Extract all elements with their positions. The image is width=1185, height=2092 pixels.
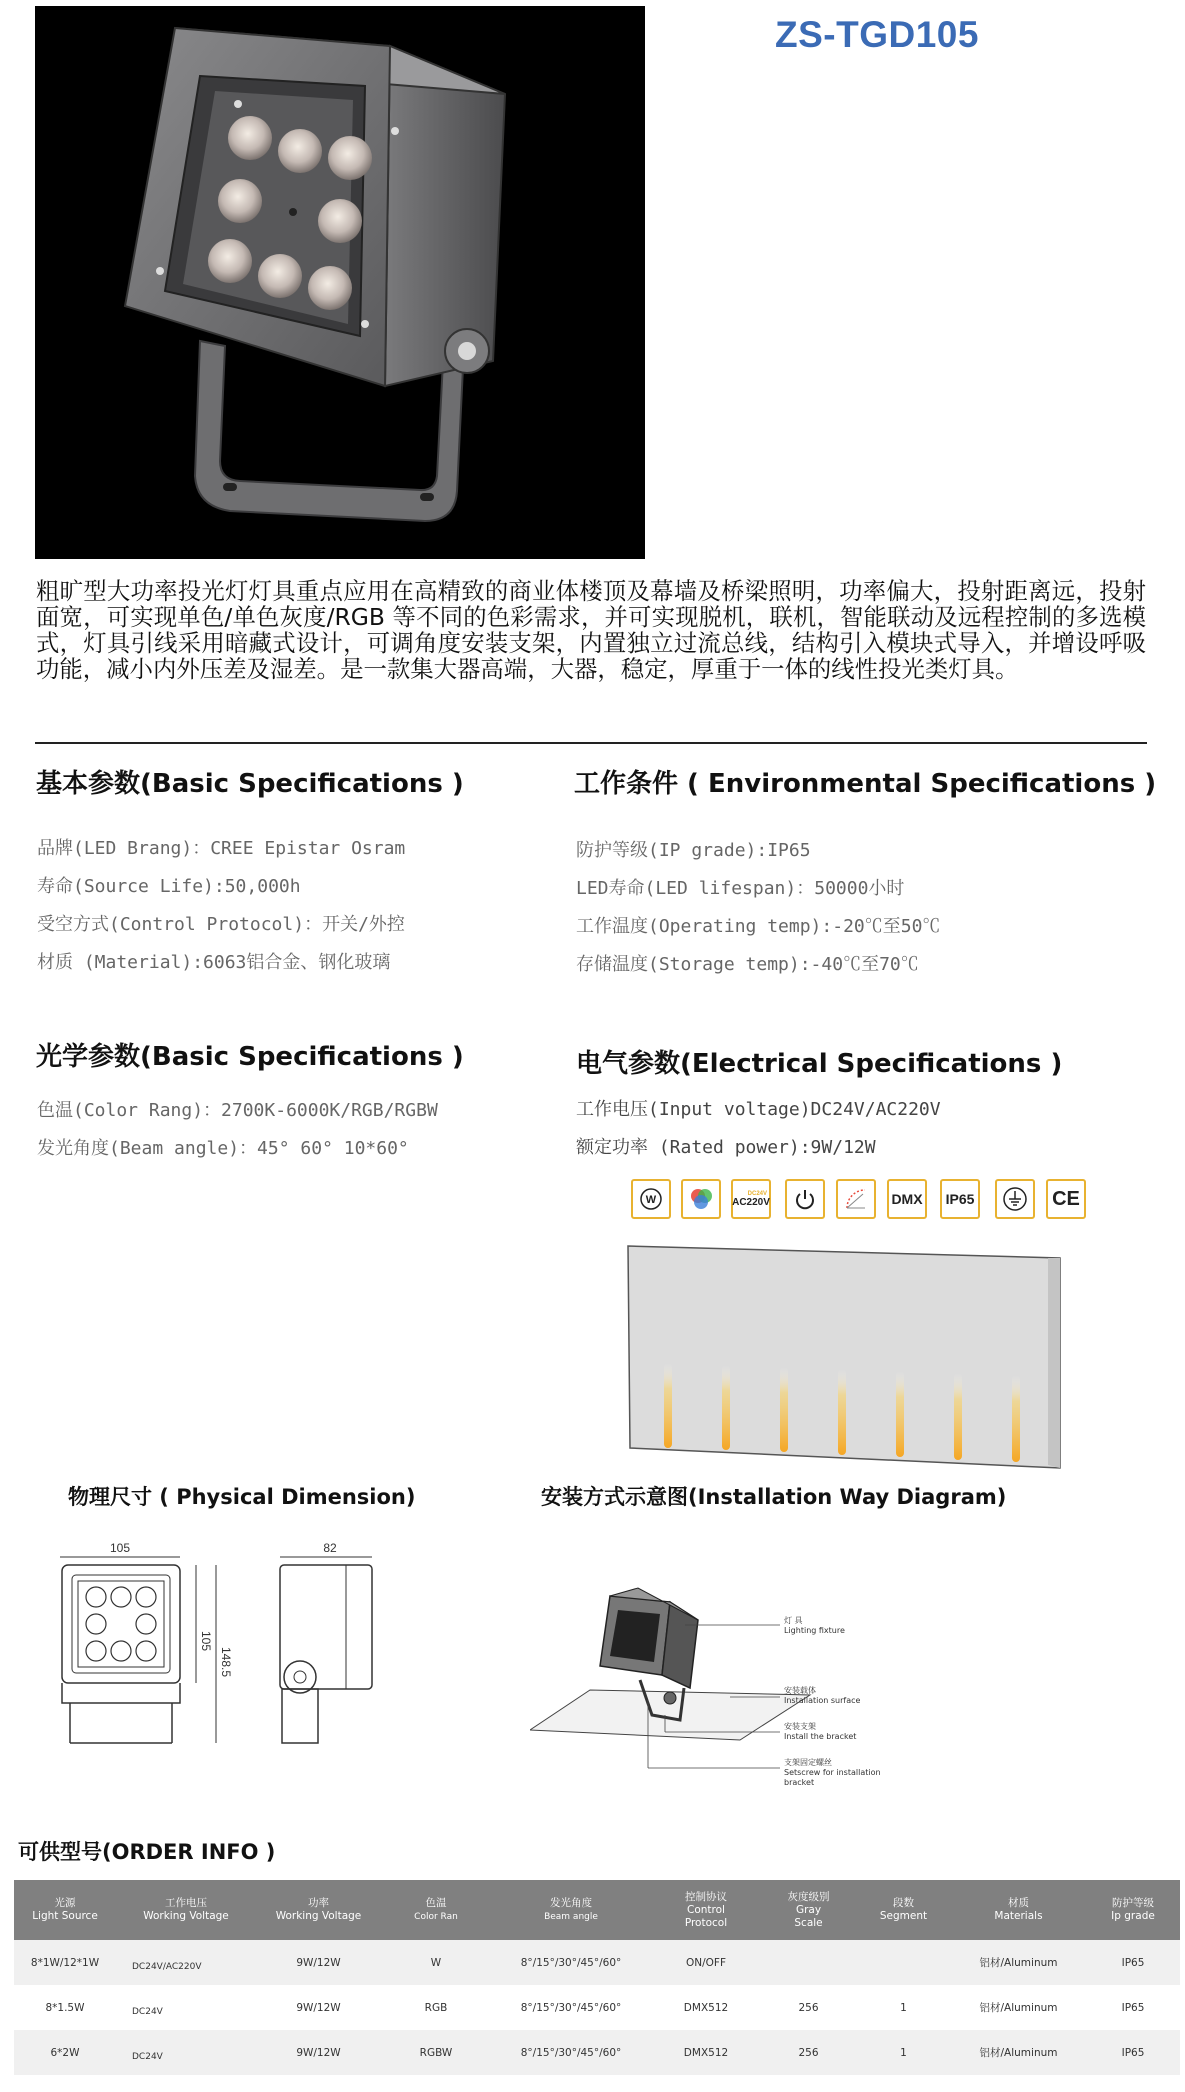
- wall-wash-illustration: [620, 1243, 1070, 1473]
- table-cell: 9W/12W: [296, 2001, 341, 2014]
- table-cell: DC24V/AC220V: [116, 1940, 256, 1985]
- svg-text:148.5: 148.5: [219, 1647, 233, 1678]
- table-cell: IP65: [1086, 2030, 1180, 2075]
- spec-beam-angle: 发光角度(Beam angle)：45° 60° 10*60°: [37, 1138, 409, 1159]
- table-cell: 256: [761, 2030, 856, 2075]
- table-cell: ON/OFF: [651, 1940, 761, 1985]
- physical-dimension-title: 物理尺寸 ( Physical Dimension): [68, 1485, 416, 1509]
- svg-text:82: 82: [323, 1541, 337, 1555]
- product-model-title: ZS-TGD105: [775, 14, 979, 55]
- table-row: [14, 1985, 1180, 2030]
- col-ip-grade: 防护等级 Ip grade: [1086, 1880, 1180, 1940]
- table-cell: 1: [900, 2001, 907, 2014]
- table-cell: 256: [798, 2001, 819, 2014]
- table-cell: 9W/12W: [256, 2030, 381, 2075]
- ip65-icon: IP65: [940, 1179, 980, 1219]
- optical-specs-title: 光学参数(Basic Specifications ): [36, 1042, 464, 1072]
- table-cell: 铝材/Aluminum: [979, 2002, 1058, 2014]
- col-power: 功率 Working Voltage: [256, 1880, 381, 1940]
- table-cell: DC24V: [116, 2030, 256, 2075]
- product-photo: [35, 6, 645, 559]
- product-description: 粗旷型大功率投光灯灯具重点应用在高精致的商业体楼顶及幕墙及桥梁照明，功率偏大，投射距离远，投射面宽，可实现单色/单色灰度/RGB 等不同的色彩需求，并可实现脱机，联机，智能联动及远程控制的多选模式，灯具引线采用暗藏式设计，可调角度安装支架，内置独立过流总线，结构引入模块式导入，并增设呼吸功能，减小内外压差及湿差。是一款集大器高端，大器，稳定，厚重于一体的线性投光类灯具。: [36, 577, 1146, 683]
- ce-icon: CE: [1046, 1179, 1086, 1219]
- svg-text:105: 105: [109, 1541, 131, 1555]
- order-table: [14, 1880, 1180, 2075]
- spec-material: 材质 (Material):6063铝合金、钢化玻璃: [37, 952, 391, 973]
- spec-color-temp: 色温(Color Rang)：2700K-6000K/RGB/RGBW: [37, 1100, 438, 1121]
- svg-text:Lighting fixture: Lighting fixture: [784, 1626, 845, 1635]
- power-icon: [785, 1179, 825, 1219]
- svg-text:bracket: bracket: [784, 1778, 815, 1787]
- svg-text:Install the bracket: Install the bracket: [784, 1732, 857, 1741]
- electrical-specs-title: 电气参数(Electrical Specifications ): [576, 1049, 1063, 1079]
- rgb-color-icon: [681, 1179, 721, 1219]
- svg-text:Installation surface: Installation surface: [784, 1696, 861, 1705]
- col-working-voltage: 工作电压 Working Voltage: [116, 1880, 256, 1940]
- order-info-title: 可供型号(ORDER INFO ): [18, 1840, 276, 1864]
- table-cell: 8°/15°/30°/45°/60°: [491, 2030, 651, 2075]
- spec-storage-temp: 存储温度(Storage temp):-40℃至70℃: [576, 954, 919, 975]
- col-beam-angle: 发光角度 Beam angle: [491, 1880, 651, 1940]
- table-cell: DMX512: [683, 2001, 729, 2014]
- table-cell: W: [381, 1940, 491, 1985]
- table-cell: 铝材/Aluminum: [951, 2030, 1086, 2075]
- installation-diagram: [530, 1580, 970, 1810]
- basic-specs-title: 基本参数(Basic Specifications ): [36, 769, 464, 799]
- svg-text:W: W: [645, 1194, 657, 1206]
- svg-text:安装支架: 安装支架: [784, 1722, 816, 1731]
- spec-operating-temp: 工作温度(Operating temp):-20℃至50℃: [576, 916, 941, 937]
- watt-icon: [631, 1179, 671, 1219]
- section-divider: [35, 742, 1147, 744]
- table-cell: 8°/15°/30°/45°/60°: [491, 1940, 651, 1985]
- table-cell: DMX512: [651, 2030, 761, 2075]
- col-control-protocol: 控制协议 Control Protocol: [651, 1880, 761, 1940]
- voltage-icon: DC24V AC220V: [731, 1179, 771, 1219]
- table-cell: 8*1W/12*1W: [14, 1940, 116, 1985]
- table-cell: 1: [856, 2030, 951, 2075]
- col-materials: 材质 Materials: [951, 1880, 1086, 1940]
- table-row: [14, 2030, 1180, 2075]
- table-cell: IP65: [1086, 1940, 1180, 1985]
- svg-text:Setscrew for installation: Setscrew for installation: [784, 1768, 881, 1777]
- svg-text:支架固定螺丝: 支架固定螺丝: [784, 1758, 832, 1767]
- order-header-row: [14, 1880, 1180, 1940]
- spec-led-lifespan: LED寿命(LED lifespan)：50000小时: [576, 878, 905, 899]
- spec-rated-power: 额定功率 (Rated power):9W/12W: [576, 1137, 876, 1158]
- installation-title: 安装方式示意图(Installation Way Diagram): [541, 1485, 1007, 1509]
- spec-life: 寿命(Source Life):50,000h: [37, 876, 301, 897]
- table-cell: RGB: [424, 2001, 448, 2014]
- ground-icon: [995, 1179, 1035, 1219]
- table-row: [14, 1940, 1180, 1985]
- table-cell: [761, 1940, 856, 1985]
- svg-text:安装载体: 安装载体: [784, 1686, 816, 1695]
- table-cell: [856, 1940, 951, 1985]
- table-cell: 8°/15°/30°/45°/60°: [520, 2001, 622, 2014]
- col-light-source: 光源 Light Source: [14, 1880, 116, 1940]
- beam-angle-icon: [836, 1179, 876, 1219]
- dimension-drawing: [50, 1535, 380, 1755]
- table-cell: DC24V: [132, 2006, 163, 2017]
- table-cell: 8*1.5W: [45, 2001, 85, 2014]
- dmx-icon: DMX: [887, 1179, 927, 1219]
- spec-brand: 品牌(LED Brang)：CREE Epistar Osram: [37, 838, 406, 859]
- table-cell: IP65: [1121, 2001, 1145, 2014]
- table-cell: 铝材/Aluminum: [951, 1940, 1086, 1985]
- table-cell: 9W/12W: [256, 1940, 381, 1985]
- spec-input-voltage: 工作电压(Input voltage)DC24V/AC220V: [576, 1099, 941, 1120]
- svg-text:105: 105: [199, 1631, 213, 1652]
- svg-text:灯 具: 灯 具: [784, 1616, 803, 1625]
- col-color-temp: 色温 Color Ran: [381, 1880, 491, 1940]
- table-cell: 6*2W: [14, 2030, 116, 2075]
- col-gray-scale: 灰度级别 Gray Scale: [761, 1880, 856, 1940]
- table-cell: RGBW: [381, 2030, 491, 2075]
- col-segment: 段数 Segment: [856, 1880, 951, 1940]
- spec-control: 受空方式(Control Protocol)：开关/外控: [37, 914, 405, 935]
- env-specs-title: 工作条件 ( Environmental Specifications ): [574, 769, 1157, 799]
- spec-ip-grade: 防护等级(IP grade):IP65: [576, 840, 811, 861]
